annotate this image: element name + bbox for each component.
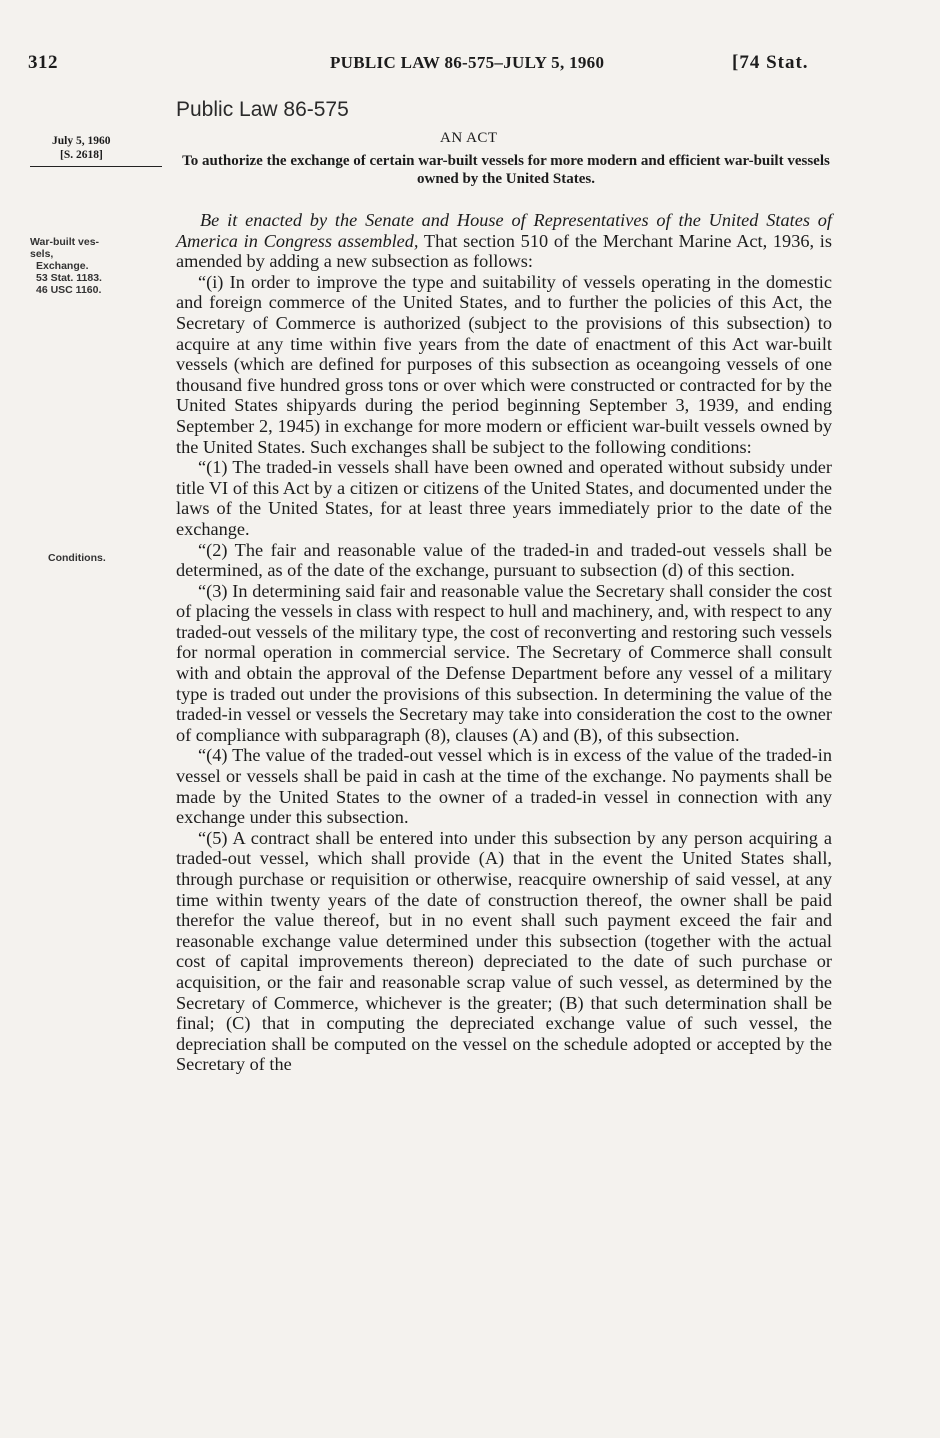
paragraph-5: “(5) A contract shall be entered into under this subsection by any person acquiring a traded-out vessel, which shall provide (A) that in the event the United States shall, through purchase or requisition or otherwise, reacquire ownership of said vessel, at any time within twenty years of the date of construction thereof, the owner shall be paid therefor the value thereof, but in no event shall such payment exceed the fair and reasonable exchange value determined under this subsection (together with the actual cost of capital improvements thereon) depreciated to the date of such purchase or acquisition, or the fair and reasonable scrap value of such vessel, as determined by the Secretary of Commerce, whichever is the greater; (B) that such determination shall be final; (C) that in computing the depreciated exchange value of such vessel, the depreciation shall be computed on the vessel on the schedule adopted or accepted by the Secretary of the: [176, 827, 832, 1075]
public-law-number: Public Law 86-575: [176, 98, 349, 121]
enacting-paragraph: [176, 210, 832, 272]
margin-note-line: 53 Stat. 1183.: [36, 272, 102, 284]
paragraph-2: “(2) The fair and reasonable value of the traded-in and traded-out vessels shall be determined, as of the date of the exchange, pursuant to subsection (d) of this section.: [176, 539, 832, 581]
enacting-clause: Be it enacted by the Senate and House of Representatives of the United States of America in Congress assembled,: [176, 210, 832, 251]
margin-divider: [30, 166, 162, 167]
margin-note-war-built-vessels: [30, 236, 160, 296]
margin-date-note: [30, 134, 160, 162]
subsection-i: “(i) In order to improve the type and suitability of vessels operating in the domestic and foreign commerce of the United States, and to further the policies of this Act, the Secretary of Commerce is authorized (subject to the provisions of this subsection) to acquire at any time within five years from the date of enactment of this Act war-built vessels (which are defined for purposes of this subsection as oceangoing vessels of one thousand five hundred gross tons or over which were constructed or contracted for by the United States shipyards during the period beginning September 3, 1939, and ending September 2, 1945) in exchange for more modern or efficient war-built vessels owned by the United States. Such exchanges shall be subject to the following conditions:: [176, 271, 832, 457]
margin-note-line: 46 USC 1160.: [36, 284, 102, 296]
statute-reference: [74 Stat.: [732, 52, 809, 73]
margin-note-conditions: Conditions.: [48, 552, 106, 564]
margin-note-line: sels,: [30, 248, 54, 260]
act-purpose: To authorize the exchange of certain war-built vessels for more modern and efficient war-built vessels owned by the United States.: [182, 153, 830, 187]
margin-note-line: War-built ves-: [30, 236, 100, 248]
act-body: [176, 210, 832, 1075]
paragraph-1: “(1) The traded-in vessels shall have been owned and operated without subsidy under title VI of this Act by a citizen or citizens of the United States, and documented under the laws of the United States, for at least three years immediately prior to the date of the exchange.: [176, 457, 832, 539]
running-title: PUBLIC LAW 86-575–JULY 5, 1960: [330, 53, 605, 72]
margin-date: July 5, 1960: [52, 135, 111, 147]
page-number: 312: [28, 52, 58, 73]
paragraph-3: “(3) In determining said fair and reasonable value the Secretary shall consider the cost of placing the vessels in class with respect to hull and machinery, and, with respect to any traded-out vessels of the military type, the cost of reconverting and restoring such vessels for normal operation in commercial service. The Secretary of Commerce shall consult with and obtain the approval of the Defense Department before any vessel of a military type is traded out under the provisions of this subsection. In determining the value of the traded-in vessel or vessels the Secretary may take into consideration the cost to the owner of compliance with subparagraph (8), clauses (A) and (B), of this subsection.: [176, 580, 832, 745]
act-label: AN ACT: [440, 130, 498, 146]
paragraph-4: “(4) The value of the traded-out vessel which is in excess of the value of the traded-in vessel or vessels shall be paid in cash at the time of the exchange. No payments shall be made by the United States to the owner of a traded-in vessel in connection with any exchange under this subsection.: [176, 745, 832, 828]
margin-bill-number: [S. 2618]: [60, 149, 103, 161]
margin-note-line: Exchange.: [36, 260, 89, 272]
enacting-clause-rest: That section 510 of the Merchant Marine Act, 1936, is amended by adding a new subsection as follows:: [176, 230, 832, 272]
running-header: [0, 52, 940, 82]
